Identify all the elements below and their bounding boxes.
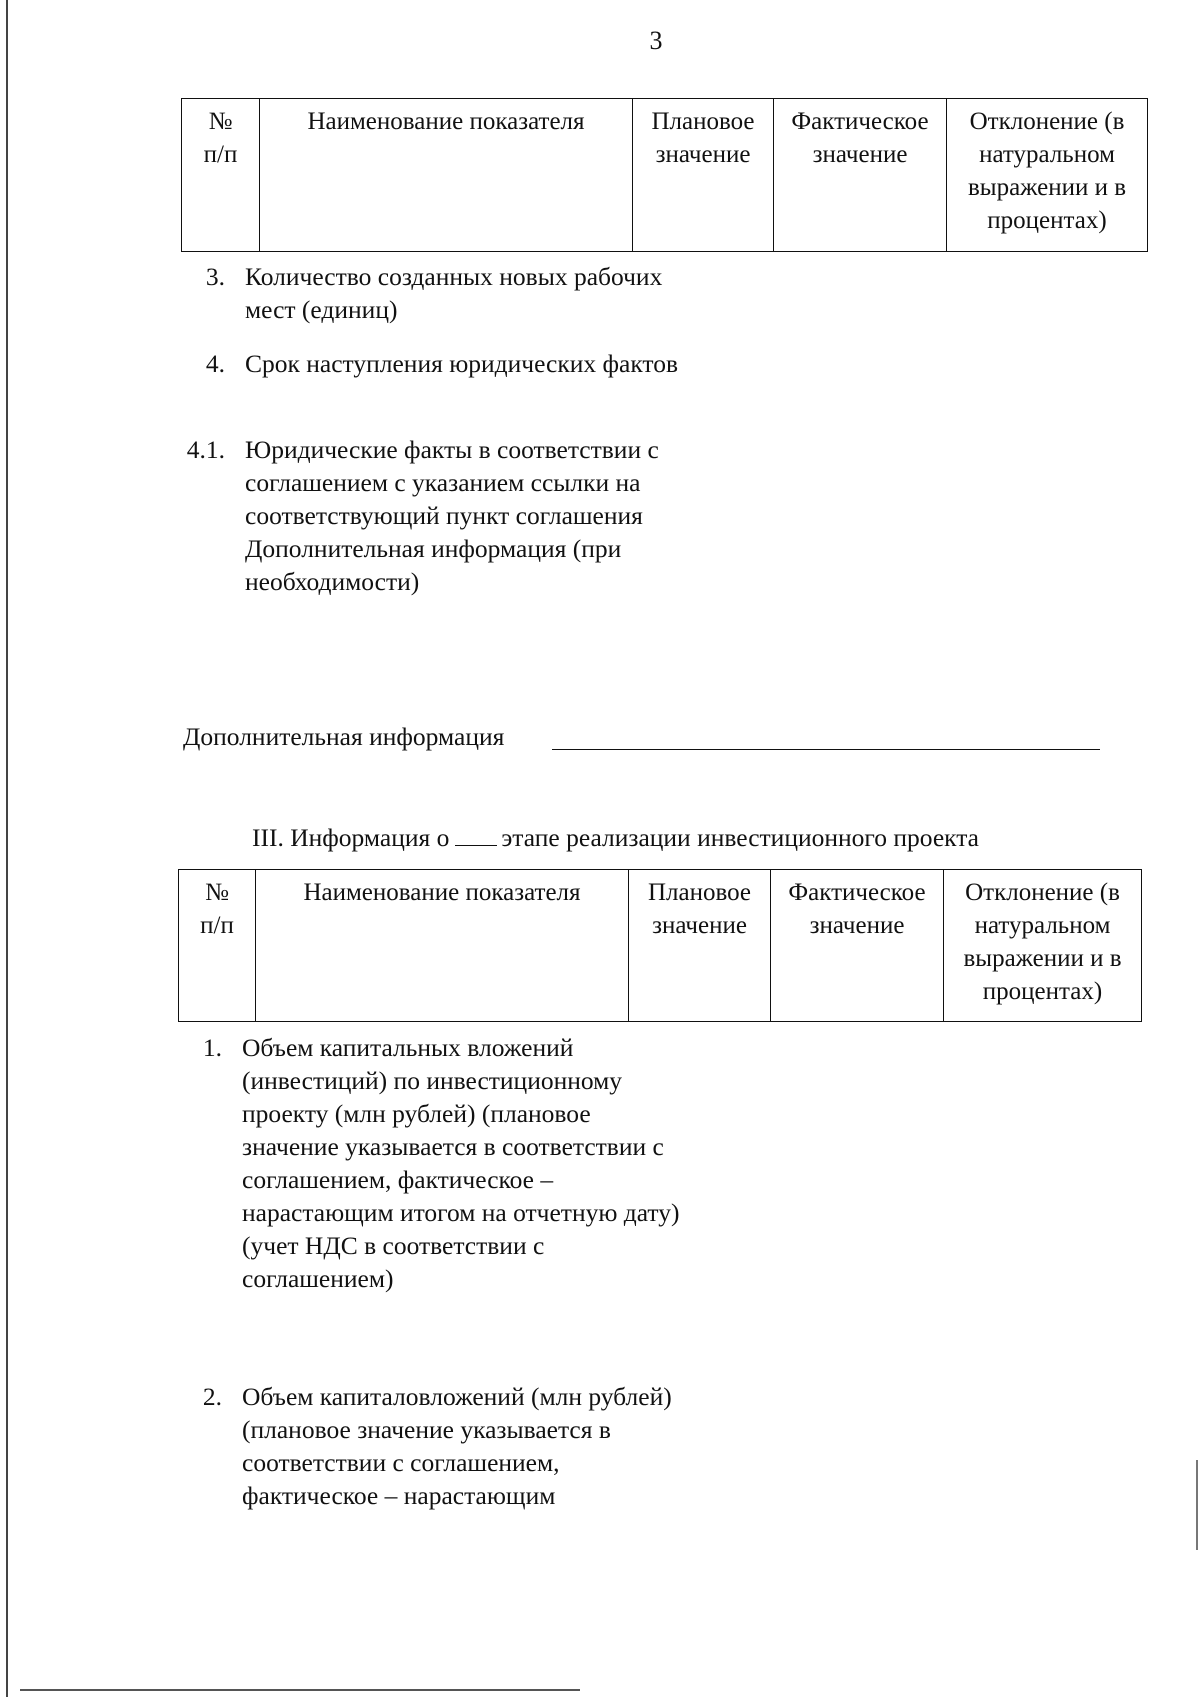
stage-number-blank: [455, 825, 497, 846]
section-title-prefix: III. Информация о: [252, 823, 450, 852]
page-number: 3: [649, 26, 663, 55]
additional-info-label: Дополнительная информация: [183, 722, 505, 751]
col-header-number: № п/п: [182, 99, 260, 252]
item-number: 1.: [202, 1033, 222, 1062]
item-number: 4.1.: [186, 435, 225, 464]
col-header-actual-value: Фактическое значение: [774, 99, 947, 252]
scan-edge-left: [6, 0, 8, 1697]
scan-edge-right: [1196, 1460, 1198, 1550]
col-header-planned-value: Плановое значение: [629, 870, 771, 1022]
col-header-deviation: Отклонение (в натуральном выражении и в процентах): [947, 99, 1148, 252]
col-header-deviation: Отклонение (в натуральном выражении и в процентах): [944, 870, 1142, 1022]
col-header-indicator-name: Наименование показателя: [260, 99, 633, 252]
item-text: Объем капиталовложений (млн рублей) (плановое значение указывается в соответствии с соглашением, фактическое – нарастающим: [242, 1382, 672, 1510]
additional-info-blank-line: [552, 749, 1100, 750]
section-title: [252, 821, 979, 854]
item-text: Юридические факты в соответствии с соглашением с указанием ссылки на соответствующий пункт соглашения Дополнительная информация (при необходимости): [245, 435, 659, 596]
item-text: Срок наступления юридических фактов: [245, 349, 679, 378]
indicators-table-header: [181, 98, 1148, 252]
col-header-number: № п/п: [179, 870, 256, 1022]
item-text: Количество созданных новых рабочих мест (единиц): [245, 262, 663, 324]
item-text: Объем капитальных вложений (инвестиций) по инвестиционному проекту (млн рублей) (плановое значение указывается в соответствии с соглашением, фактическое – нарастающим итогом на отчетную дату) (учет НДС в соответствии с соглашением): [242, 1033, 680, 1293]
item-number: 4.: [205, 349, 225, 378]
section-title-suffix: этапе реализации инвестиционного проекта: [501, 823, 979, 852]
col-header-indicator-name: Наименование показателя: [256, 870, 629, 1022]
scan-bottom-edge: [20, 1689, 580, 1691]
item-number: 2.: [202, 1382, 222, 1411]
col-header-actual-value: Фактическое значение: [771, 870, 944, 1022]
stage-table-header: [178, 869, 1142, 1022]
item-number: 3.: [205, 262, 225, 291]
col-header-planned-value: Плановое значение: [633, 99, 774, 252]
